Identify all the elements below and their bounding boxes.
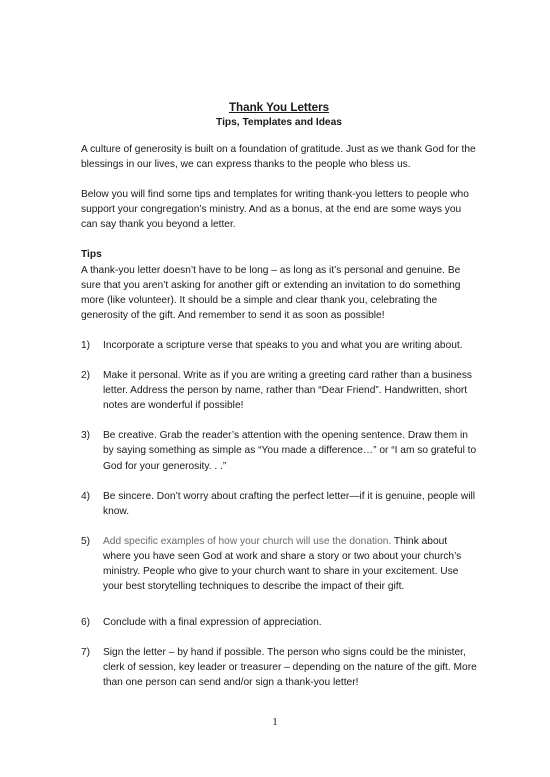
tip-number: 6): [81, 617, 91, 629]
tip-item-6: [81, 615, 477, 630]
tip-item-5: [81, 534, 477, 594]
tip-text-highlight: Add specific examples of how your church will use the donation.: [103, 535, 392, 547]
intro-paragraph-2: Below you will find some tips and templates for writing thank-you letters to people who support your congregation’s ministry. And as a bonus, at the end are some ways you can say thank you beyond a letter.: [81, 189, 469, 231]
tip-text: Make it personal. Write as if you are writing a greeting card rather than a business letter. Address the person by name, rather than “Dear Friend”. Handwritten, short notes are wonderful if possible!: [103, 370, 473, 412]
tip-item-1: [81, 338, 477, 353]
page-number: 1: [272, 716, 278, 728]
tip-number: 3): [81, 430, 91, 442]
intro-paragraph-1: A culture of generosity is built on a foundation of gratitude. Just as we thank God for the blessings in our lives, we can express thanks to the people who bless us.: [81, 144, 476, 171]
document-title: Thank You Letters: [228, 101, 330, 114]
tips-list: [81, 338, 477, 691]
tip-item-4: [81, 489, 477, 519]
tip-text: Be sincere. Don’t worry about crafting the perfect letter—if it is genuine, people will know.: [103, 490, 476, 517]
document-subtitle: Tips, Templates and Ideas: [216, 117, 342, 128]
tip-item-3: [81, 428, 477, 473]
tip-text: Be creative. Grab the reader’s attention with the opening sentence. Draw them in by saying something as simple as “You made a difference…” or “I am so grateful to God for your generosity. . .”: [103, 430, 477, 472]
tip-text: Conclude with a final expression of appreciation.: [103, 617, 322, 629]
tip-number: 5): [81, 535, 91, 547]
tip-number: 7): [81, 647, 91, 659]
tips-heading: Tips: [81, 249, 102, 261]
tip-number: 4): [81, 490, 91, 502]
tip-number: 1): [81, 339, 91, 351]
tip-number: 2): [81, 370, 91, 382]
tip-text: Think about where you have seen God at work and share a story or two about your church’s ministry. People who give to your church want to share in your excitement. Use your best storytelling techniques to describe the impact of their gift.: [103, 535, 462, 593]
document-body: [81, 100, 477, 706]
tips-intro-paragraph: A thank-you letter doesn’t have to be long – as long as it’s personal and genuine. Be sure that you aren’t asking for another gift or extending an invitation to do something more (like volunteer). It should be a simple and clear thank you, celebrating the generosity of the gift. And remember to send it as soon as possible!: [81, 264, 461, 321]
tip-item-2: [81, 368, 477, 413]
tip-text: Sign the letter – by hand if possible. The person who signs could be the minister, clerk of session, key leader or treasurer – depending on the nature of the gift. More than one person can send and/or sign a thank-you letter!: [103, 647, 477, 689]
tip-item-7: [81, 645, 477, 690]
tip-text: Incorporate a scripture verse that speaks to you and what you are writing about.: [103, 339, 463, 351]
